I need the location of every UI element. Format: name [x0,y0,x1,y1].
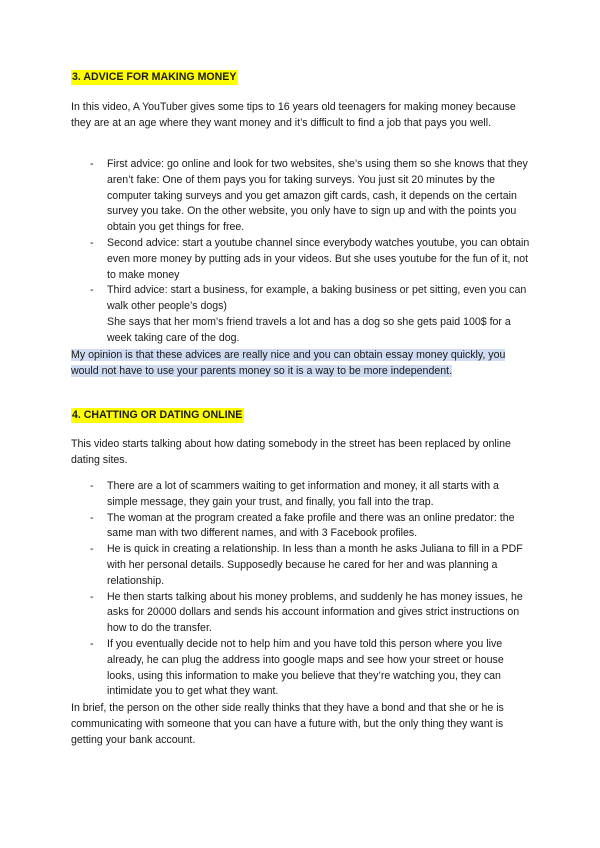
bullet-text: The woman at the program created a fake profile and there was an online predator: the same man with two different names, and with 3 Facebook profiles. [107,511,515,540]
section-3-opinion[interactable] [71,348,533,380]
bullet-dash: - [90,590,94,603]
bullet-text: First advice: go online and look for two websites, she’s using them so she knows that they aren’t fake: One of them pays you for taking surveys. You just sit 20 minutes by the computer taking surveys and you get amazon gift cards, cash, it depends on the certain survey you take. On the other website, you only have to sign up and with the points you obtain you get things for free. [107,158,528,234]
bullet-dash: - [90,158,94,170]
bullet-text: He then starts talking about his money problems, and suddenly he has money issues, he asks for 20000 dollars and sends his account information and gives strict instructions on how to do the transfer. [107,590,523,635]
section-4-intro: This video starts talking about how dating somebody in the street has been replaced by online dating sites. [71,438,511,466]
list-item [90,511,530,543]
bullet-text: Second advice: start a youtube channel since everybody watches youtube, you can obtain even more money by putting ads in your videos. But she uses youtube for the fun of it, not to make money [107,236,530,281]
bullet-dash: - [90,637,94,650]
section-4-bullet-list [90,479,530,700]
bullet-text: He is quick in creating a relationship. In less than a month he asks Juliana to fill in a PDF with her personal details. Supposedly because he cared for her and was planning a relationship. [107,543,523,587]
bullet-continuation: She says that her mom’s friend travels a lot and has a dog so she gets paid 100$ for a week taking care of the dog. [107,315,511,344]
bullet-text: There are a lot of scammers waiting to get information and money, it all starts with a simple message, they gain your trust, and finally, you fall into the trap. [107,480,499,508]
list-item [90,479,530,511]
section-4-conclusion: In brief, the person on the other side really thinks that they have a bond and that she or he is communicating with someone that you can have a future with, but the only thing they want is getting your bank account. [71,702,504,746]
section-3-intro: In this video, A YouTuber gives some tips to 16 years old teenagers for making money because they are at an age where they want money and it’s difficult to find a job that pays you well. [71,101,516,129]
list-item [90,283,530,346]
bullet-dash: - [90,480,94,492]
bullet-text: Third advice: start a business, for example, a baking business or pet sitting, even you can walk other people’s dogs) [107,284,527,313]
bullet-text: If you eventually decide not to help him and you have told this person where you live already, he can plug the address into google maps and see how your street or house looks, using this information to make you believe that they’re watching you, they can intimidate you to get what they want. [107,637,504,698]
bullet-dash: - [90,284,94,297]
list-item [90,542,530,589]
list-item [90,157,530,236]
selected-opinion-text[interactable]: My opinion is that these advices are really nice and you can obtain essay money quickly, you would not have to use your parents money so it is a way to be more independent. [71,349,506,377]
section-3-bullet-list [90,157,530,347]
list-item [90,236,530,283]
list-item [90,590,530,637]
section-4-heading: 4. CHATTING OR DATING ONLINE [72,409,243,421]
list-item [90,637,530,700]
bullet-dash: - [90,511,94,524]
bullet-dash: - [90,543,94,556]
bullet-dash: - [90,236,94,249]
section-3-heading: 3. ADVICE FOR MAKING MONEY [72,71,237,83]
